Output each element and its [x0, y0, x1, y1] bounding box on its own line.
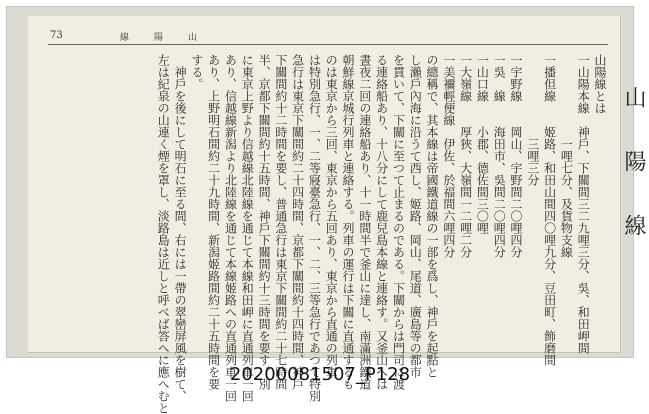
text-column: 一哩七分、及貨物支線 [559, 54, 574, 258]
text-column: 朝鮮線京城行列車と連絡する。列車の運行は下關に直通するも [341, 54, 356, 390]
text-column: に東京上野より信越線北陸線を通じて本線和田岬に直通列車一回 [240, 54, 255, 402]
text-column: 三哩三分 [525, 54, 540, 186]
text-column: 一美禰輕便線 伊佐、於福間六哩四分 [441, 54, 456, 258]
text-column: る連絡船あり、十八分にして鹿兒島本線と連絡す。又釜山へは [374, 54, 389, 390]
text-column: 一大嶺線 厚狹、大嶺間一二哩二分 [458, 54, 473, 258]
text-column: 一吳 線 海田市、吳間二〇哩四分 [492, 54, 507, 258]
text-column: あり、上野明石間約二十九時間、新潟姬路間約二十五時間を要 [206, 54, 221, 390]
text-column: は特別急行、一、二等寢臺急行、一、二、三等急行であつて特別 [307, 54, 322, 402]
text-column: 一山陽本線 神戶、下關間三二九哩三分、吳、和田岬間 [576, 54, 591, 354]
text-column: のは東京から三回、東京から五回あり、東京から直通の列車 [324, 54, 339, 378]
text-column: 山陽線とは [593, 54, 607, 114]
text-column: 神戶を後にして明石に至る間、右には一帶の翠巒屏風を樹て、 [173, 54, 188, 402]
text-column: 急行は東京下關間約二十四時間、京都下關間約十四時間、神戶 [290, 54, 305, 390]
text-column: 晝夜二回の連絡船あり、十一時間半で釜山に達し、南滿洲鐵道 [357, 54, 372, 390]
text-column: 左は紀泉の山連く煙を罩し、淡路島は近しと呼べば答へに應へむと [156, 54, 171, 414]
text-column: の總稱で、其本線は帝國鐵道線の一部を爲し、神戶を起點と [425, 54, 440, 378]
text-column: 半、京都下關間約十五時間、神戶下關間約十三時間を要す。別 [257, 54, 272, 390]
text-column: し瀨戶內海に沿うて西し、姬路、岡山、尾道、廣島等の都市 [408, 54, 423, 378]
text-column: 下關間約十二時間を要し、普通急行は東京下關間約二十七時間 [273, 54, 288, 390]
header-rule [48, 44, 608, 45]
image-caption: 20200081507_P128 [229, 364, 411, 385]
text-column: 一播但線 姬路、和田山間四〇哩九分、豆田町、飾磨間 [542, 54, 557, 366]
text-column: 一宇野線 岡山、宇野間二〇哩四分 [509, 54, 524, 258]
page-number: 73 [50, 30, 63, 41]
section-title: 山 陽 線 [621, 86, 646, 246]
text-column: する。 [189, 54, 204, 90]
running-head: 線 陽 山 [120, 33, 206, 43]
text-column: あり、信越線新潟より北陸線を通じて本線姬路への直通列車一回 [223, 54, 238, 402]
text-column: 一山口線 小郡、德佐間三〇哩 [475, 54, 490, 234]
text-column: を貫いて、下關に至つて止まるのである。下關からは門司に渡 [391, 54, 406, 390]
